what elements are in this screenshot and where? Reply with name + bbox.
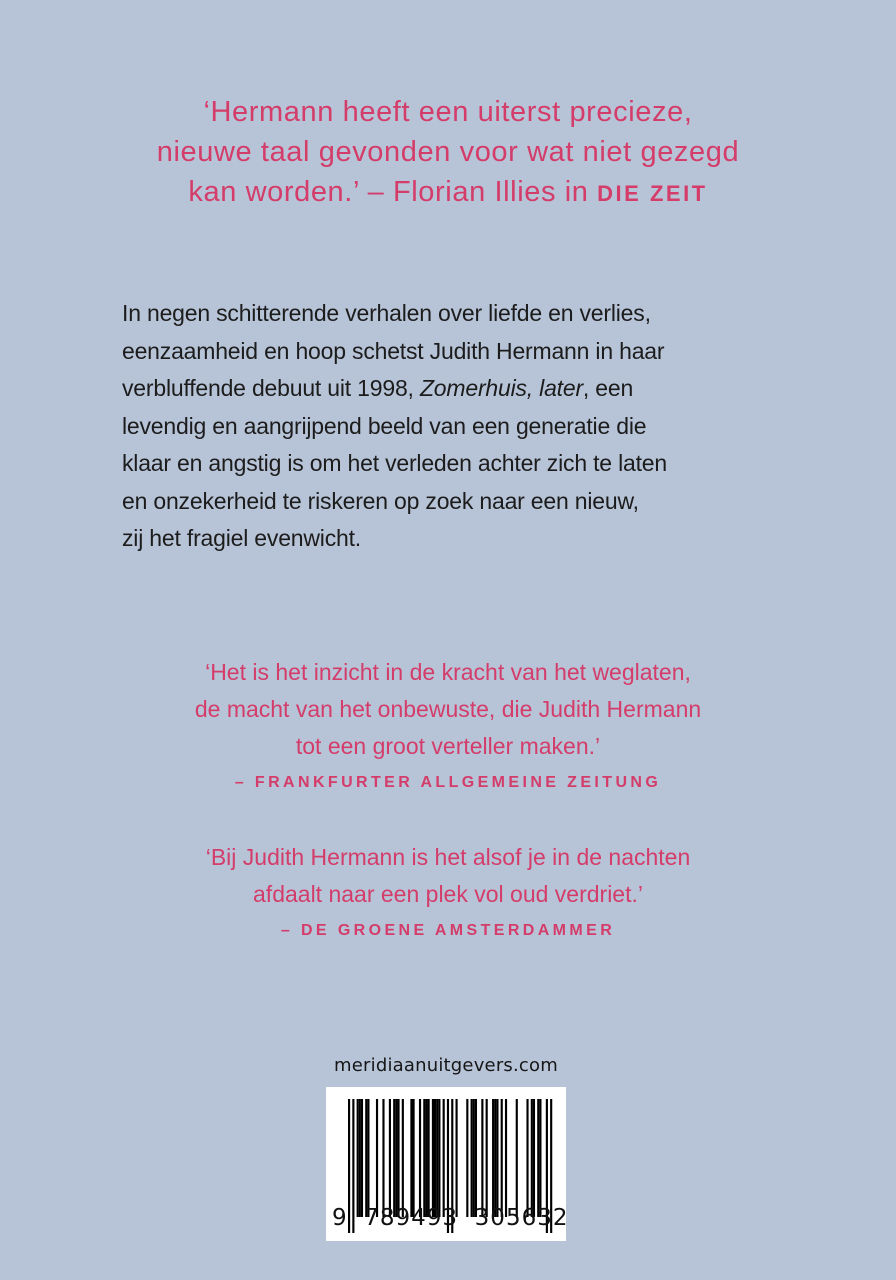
blurb-line-6: en onzekerheid te riskeren op zoek naar een nieuw, [122,487,639,514]
top-quote-line-1: ‘Hermann heeft een uiterst precieze, [203,96,693,128]
review-2-line-1: ‘Bij Judith Hermann is het alsof je in de nachten [205,844,691,870]
blurb-line-1: In negen schitterende verhalen over liefde en verlies, [122,300,651,326]
review-2-line-2: afdaalt naar een plek vol oud verdriet.’ [253,881,643,907]
review-1-line-3: tot een groot verteller maken.’ [295,733,601,759]
publisher-website: meridiaanuitgevers.com [334,1055,558,1076]
blurb-line-5: klaar en angstig is om het verleden achter zich te laten [122,450,667,476]
blurb-line-4: levendig en aangrijpend beeld van een generatie die [122,412,647,439]
top-quote-line-2: nieuwe taal gevonden voor wat niet gezegd [156,136,740,168]
top-quote-source: DIE ZEIT [597,181,708,206]
top-quote-line-3 [0,172,896,214]
blurb-line-2: eenzaamheid en hoop schetst Judith Hermann in haar [122,337,665,364]
blurb-line-3-suffix: , een [582,375,634,401]
isbn-barcode [326,1087,569,1241]
review-groene [0,839,896,949]
isbn-digits: 9 789493 305632 [332,1205,569,1231]
review-1-attribution: – FRANKFURTER ALLGEMEINE ZEITUNG [234,774,662,791]
blurb-line-7: zij het fragiel evenwicht. [122,525,361,551]
review-1-line-2: de macht van het onbewuste, die Judith Hermann [194,696,702,722]
blurb-line-3-text: verbluffende debuut uit 1998, [122,375,414,401]
book-blurb [122,295,802,558]
review-1-line-1: ‘Het is het inzicht in de kracht van het weglaten, [205,659,691,685]
top-quote-line-3-text: kan worden.’ – Florian Illies in [188,176,589,208]
review-faz [0,654,896,801]
top-review-quote [0,92,896,214]
book-title-italic: Zomerhuis, later [419,375,583,401]
review-2-attribution: – DE GROENE AMSTERDAMMER [280,922,616,939]
blurb-line-3 [122,370,802,408]
